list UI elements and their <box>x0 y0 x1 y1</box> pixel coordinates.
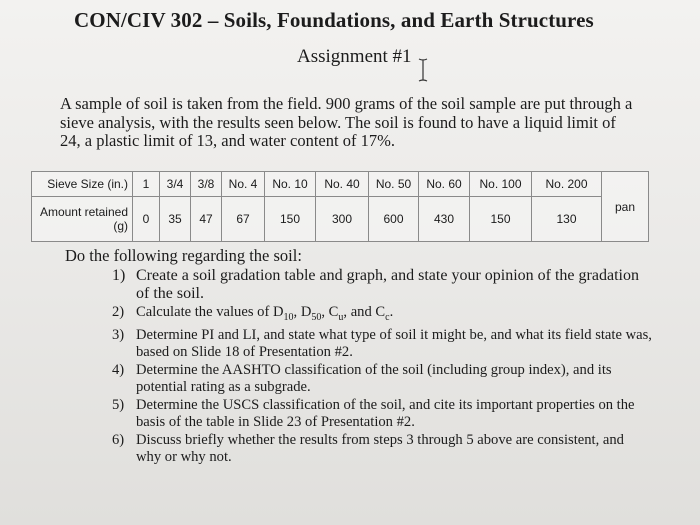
task-item <box>112 362 652 396</box>
task-number: 2) <box>112 304 125 320</box>
sieve-size-cell: 3/8 <box>191 172 222 197</box>
task-text: Determine the AASHTO classification of the soil (including group index), and its potential rating as a subgrade. <box>136 361 612 395</box>
instructions-heading: Do the following regarding the soil: <box>65 246 302 265</box>
retained-cell: 430 <box>419 197 470 242</box>
task-item <box>112 327 652 361</box>
task-text: Discuss briefly whether the results from steps 3 through 5 above are consistent, and why or why not. <box>136 431 624 465</box>
sieve-size-cell: 1 <box>133 172 160 197</box>
amount-retained-row <box>32 197 649 242</box>
task-number: 4) <box>112 361 125 378</box>
task-number: 1) <box>112 267 126 284</box>
retained-cell: 600 <box>369 197 419 242</box>
retained-cell: 130 <box>532 197 602 242</box>
sieve-size-cell: No. 50 <box>369 172 419 197</box>
retained-cell: 150 <box>265 197 316 242</box>
sieve-size-cell: No. 40 <box>316 172 369 197</box>
task-text: Create a soil gradation table and graph, and state your opinion of the gradation of the soil. <box>136 267 639 302</box>
task-text: Calculate the values of $D_{10}$, $D_{50}$, $C_u$, and $C_c$. <box>136 304 394 323</box>
sieve-size-cell: 3/4 <box>160 172 191 197</box>
task-item <box>112 304 652 326</box>
task-list <box>112 267 652 467</box>
retained-cell: 67 <box>222 197 265 242</box>
sieve-analysis-table <box>31 171 649 242</box>
task-text: Determine PI and LI, and state what type of soil it might be, and what its field state was, based on Slide 18 of Presentation #2. <box>136 326 652 360</box>
retained-cell: 150 <box>470 197 532 242</box>
task-text: Determine the USCS classification of the soil, and cite its important properties on the basis of the table in Slide 23 of Presentation #2. <box>136 396 635 430</box>
assignment-title: Assignment #1 <box>297 46 412 67</box>
sieve-size-cell: No. 200 <box>532 172 602 197</box>
sieve-size-label: Sieve Size (in.) <box>32 172 133 197</box>
sieve-size-cell: No. 4 <box>222 172 265 197</box>
retained-cell: 47 <box>191 197 222 242</box>
task-number: 6) <box>112 431 125 448</box>
sieve-size-cell: No. 60 <box>419 172 470 197</box>
task-number: 3) <box>112 326 125 343</box>
retained-cell: 0 <box>133 197 160 242</box>
amount-retained-label: Amount retained (g) <box>32 197 133 242</box>
retained-cell: 35 <box>160 197 191 242</box>
sieve-size-cell: pan <box>602 172 649 242</box>
sieve-size-row <box>32 172 649 197</box>
task-item <box>112 267 652 303</box>
sieve-size-cell: No. 10 <box>265 172 316 197</box>
problem-statement: A sample of soil is taken from the field. 900 grams of the soil sample are put through a sieve analysis, with the results seen below. The soil is found to have a liquid limit of 24, a plastic limit of 13, and water content of 17%. <box>60 94 633 150</box>
task-number: 5) <box>112 396 125 413</box>
course-title: CON/CIV 302 – Soils, Foundations, and Earth Structures <box>74 8 594 32</box>
task-item <box>112 397 652 431</box>
retained-cell: 300 <box>316 197 369 242</box>
text-cursor-icon <box>418 58 428 82</box>
sieve-size-cell: No. 100 <box>470 172 532 197</box>
task-item <box>112 432 652 466</box>
